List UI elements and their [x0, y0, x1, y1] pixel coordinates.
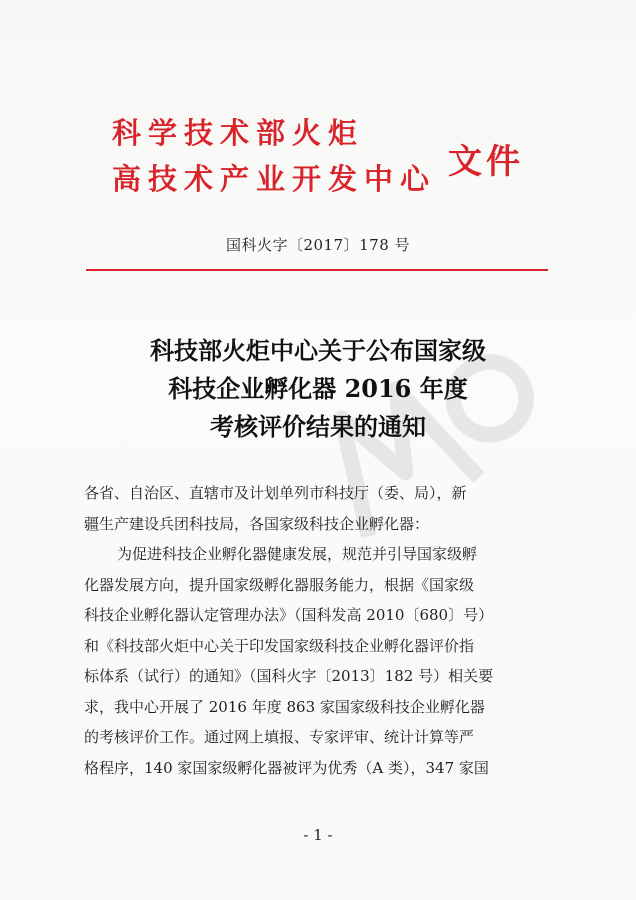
body-line: 的考核评价工作。通过网上填报、专家评审、统计计算等严: [84, 728, 475, 746]
body-line: 化器发展方向，提升国家级孵化器服务能力，根据《国家级: [84, 575, 475, 594]
issuer-line-1: 科学技术部火炬: [112, 116, 365, 150]
title-line-3: 考核评价结果的通知: [210, 412, 426, 441]
title-line-1: 科技部火炬中心关于公布国家级: [150, 336, 486, 365]
body-line: 各省、自治区、直辖市及计划单列市科技厅（委、局），新: [84, 484, 467, 502]
issuer-line-2: 高技术产业开发中心: [112, 162, 437, 196]
body-line: 标体系（试行）的通知》（国科火字〔2013〕182 号）相关要: [84, 667, 494, 685]
body-line: 求，我中心开展了 2016 年度 863 家国家级科技企业孵化器: [84, 697, 485, 716]
body-line: 科技企业孵化器认定管理办法》（国科发高 2010〔680〕号）: [84, 606, 494, 624]
title-line-2: 科技企业孵化器 2016 年度: [168, 374, 468, 403]
document-type-word: 文件: [448, 142, 524, 182]
notice-title: [0, 332, 636, 446]
body-line: 为促进科技企业孵化器健康发展，规范并引导国家级孵: [117, 545, 478, 563]
body-line: 疆生产建设兵团科技局，各国家级科技企业孵化器：: [84, 514, 430, 533]
body-line: 格程序，140 家国家级孵化器被评为优秀（A 类），347 家国: [84, 758, 489, 777]
document-number: 国科火字〔2017〕178 号: [225, 236, 411, 254]
notice-body: [84, 478, 554, 783]
issuer-name: [112, 110, 436, 202]
body-line: 和《科技部火炬中心关于印发国家级科技企业孵化器评价指: [84, 636, 475, 655]
page-number: - 1 -: [303, 826, 333, 844]
